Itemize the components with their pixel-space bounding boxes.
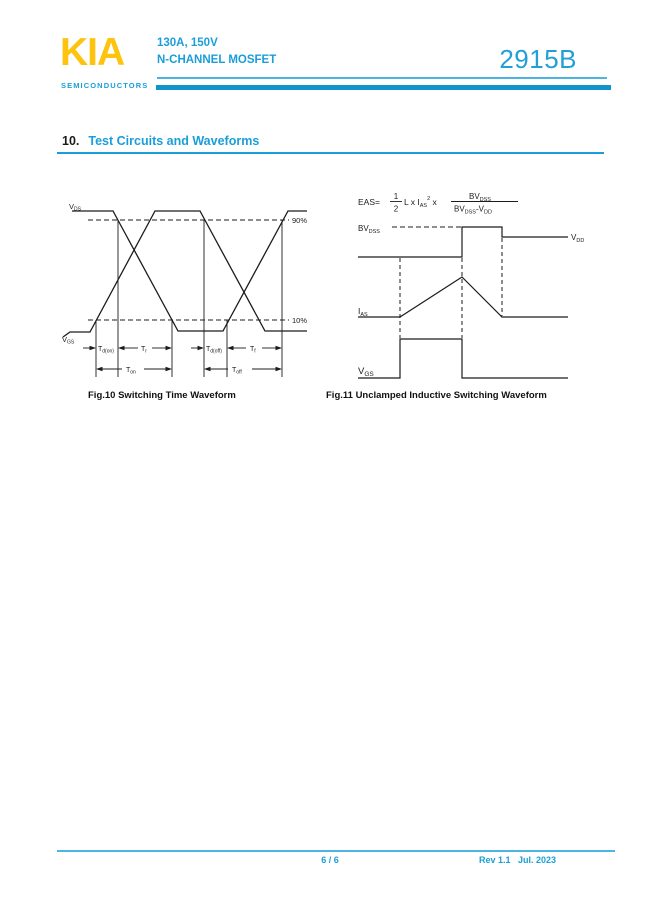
- svg-text:1: 1: [393, 192, 399, 201]
- ten-percent-label: 10%: [292, 316, 308, 325]
- dashed-vertical-lines: [400, 238, 502, 338]
- td-on-label: $T_{d(on)}$: [98, 346, 114, 355]
- revision-date: Rev 1.1 Jul. 2023: [479, 855, 557, 865]
- header-rule-thick: [156, 85, 611, 90]
- toff-label: $T_{off}$: [232, 367, 242, 376]
- fig10-waveform-diagram: [60, 195, 310, 395]
- svg-text:2: 2: [393, 204, 399, 214]
- vgs-label: $V_{GS}$: [358, 366, 374, 378]
- device-rating-text: 130A, 150V: [157, 37, 218, 49]
- fig11-waveform-diagram: [350, 188, 590, 398]
- svg-text:BVDSS: $BV_{DSS}$: [469, 192, 491, 203]
- vgs-label: $V_{GS}$: [62, 335, 75, 346]
- ias-current-path: [358, 277, 568, 317]
- fig10-caption: Fig.10 Switching Time Waveform: [88, 390, 236, 401]
- fig11-caption: Fig.11 Unclamped Inductive Switching Waveform: [326, 390, 547, 401]
- svg-text:L x IAS2 x: L x $I_{AS}^2$ x: [404, 196, 437, 209]
- section-title: Test Circuits and Waveforms: [88, 134, 260, 148]
- page-number: 6 / 6: [321, 855, 339, 865]
- vds-waveform-path: [72, 211, 307, 331]
- section-heading: [62, 134, 259, 148]
- header-rule-thin: [157, 77, 607, 79]
- section-underline: [57, 152, 604, 154]
- vgs-waveform-path: [63, 211, 307, 337]
- vdd-label: $V_{DD}$: [571, 233, 585, 244]
- part-number: 2915B: [499, 44, 577, 74]
- footer-rule: [57, 850, 615, 852]
- ias-label: $I_{AS}$: [358, 306, 368, 318]
- td-off-label: $T_{d(off)}$: [206, 346, 222, 355]
- kia-logo: KIA: [60, 31, 125, 74]
- vgs-pulse-path: [358, 339, 568, 378]
- svg-text:BVDSS-VDD: $BV_{DSS}-V_{DD}$: [454, 204, 492, 216]
- ton-label: $T_{on}$: [126, 367, 136, 376]
- drain-voltage-pulse-path: [358, 227, 568, 257]
- device-type-text: N-CHANNEL MOSFET: [157, 54, 277, 66]
- svg-text:EAS=: EAS=: [358, 197, 380, 207]
- vds-label: $V_{DS}$: [69, 202, 81, 213]
- tf-label: $T_f$: [250, 346, 256, 355]
- section-number: 10.: [62, 134, 80, 148]
- eas-equation: [358, 192, 518, 215]
- bvdss-label: $BV_{DSS}$: [358, 224, 380, 235]
- tr-label: $T_r$: [141, 346, 147, 355]
- kia-logo-subtext: SEMICONDUCTORS: [61, 81, 149, 90]
- ninety-percent-label: 90%: [292, 216, 308, 225]
